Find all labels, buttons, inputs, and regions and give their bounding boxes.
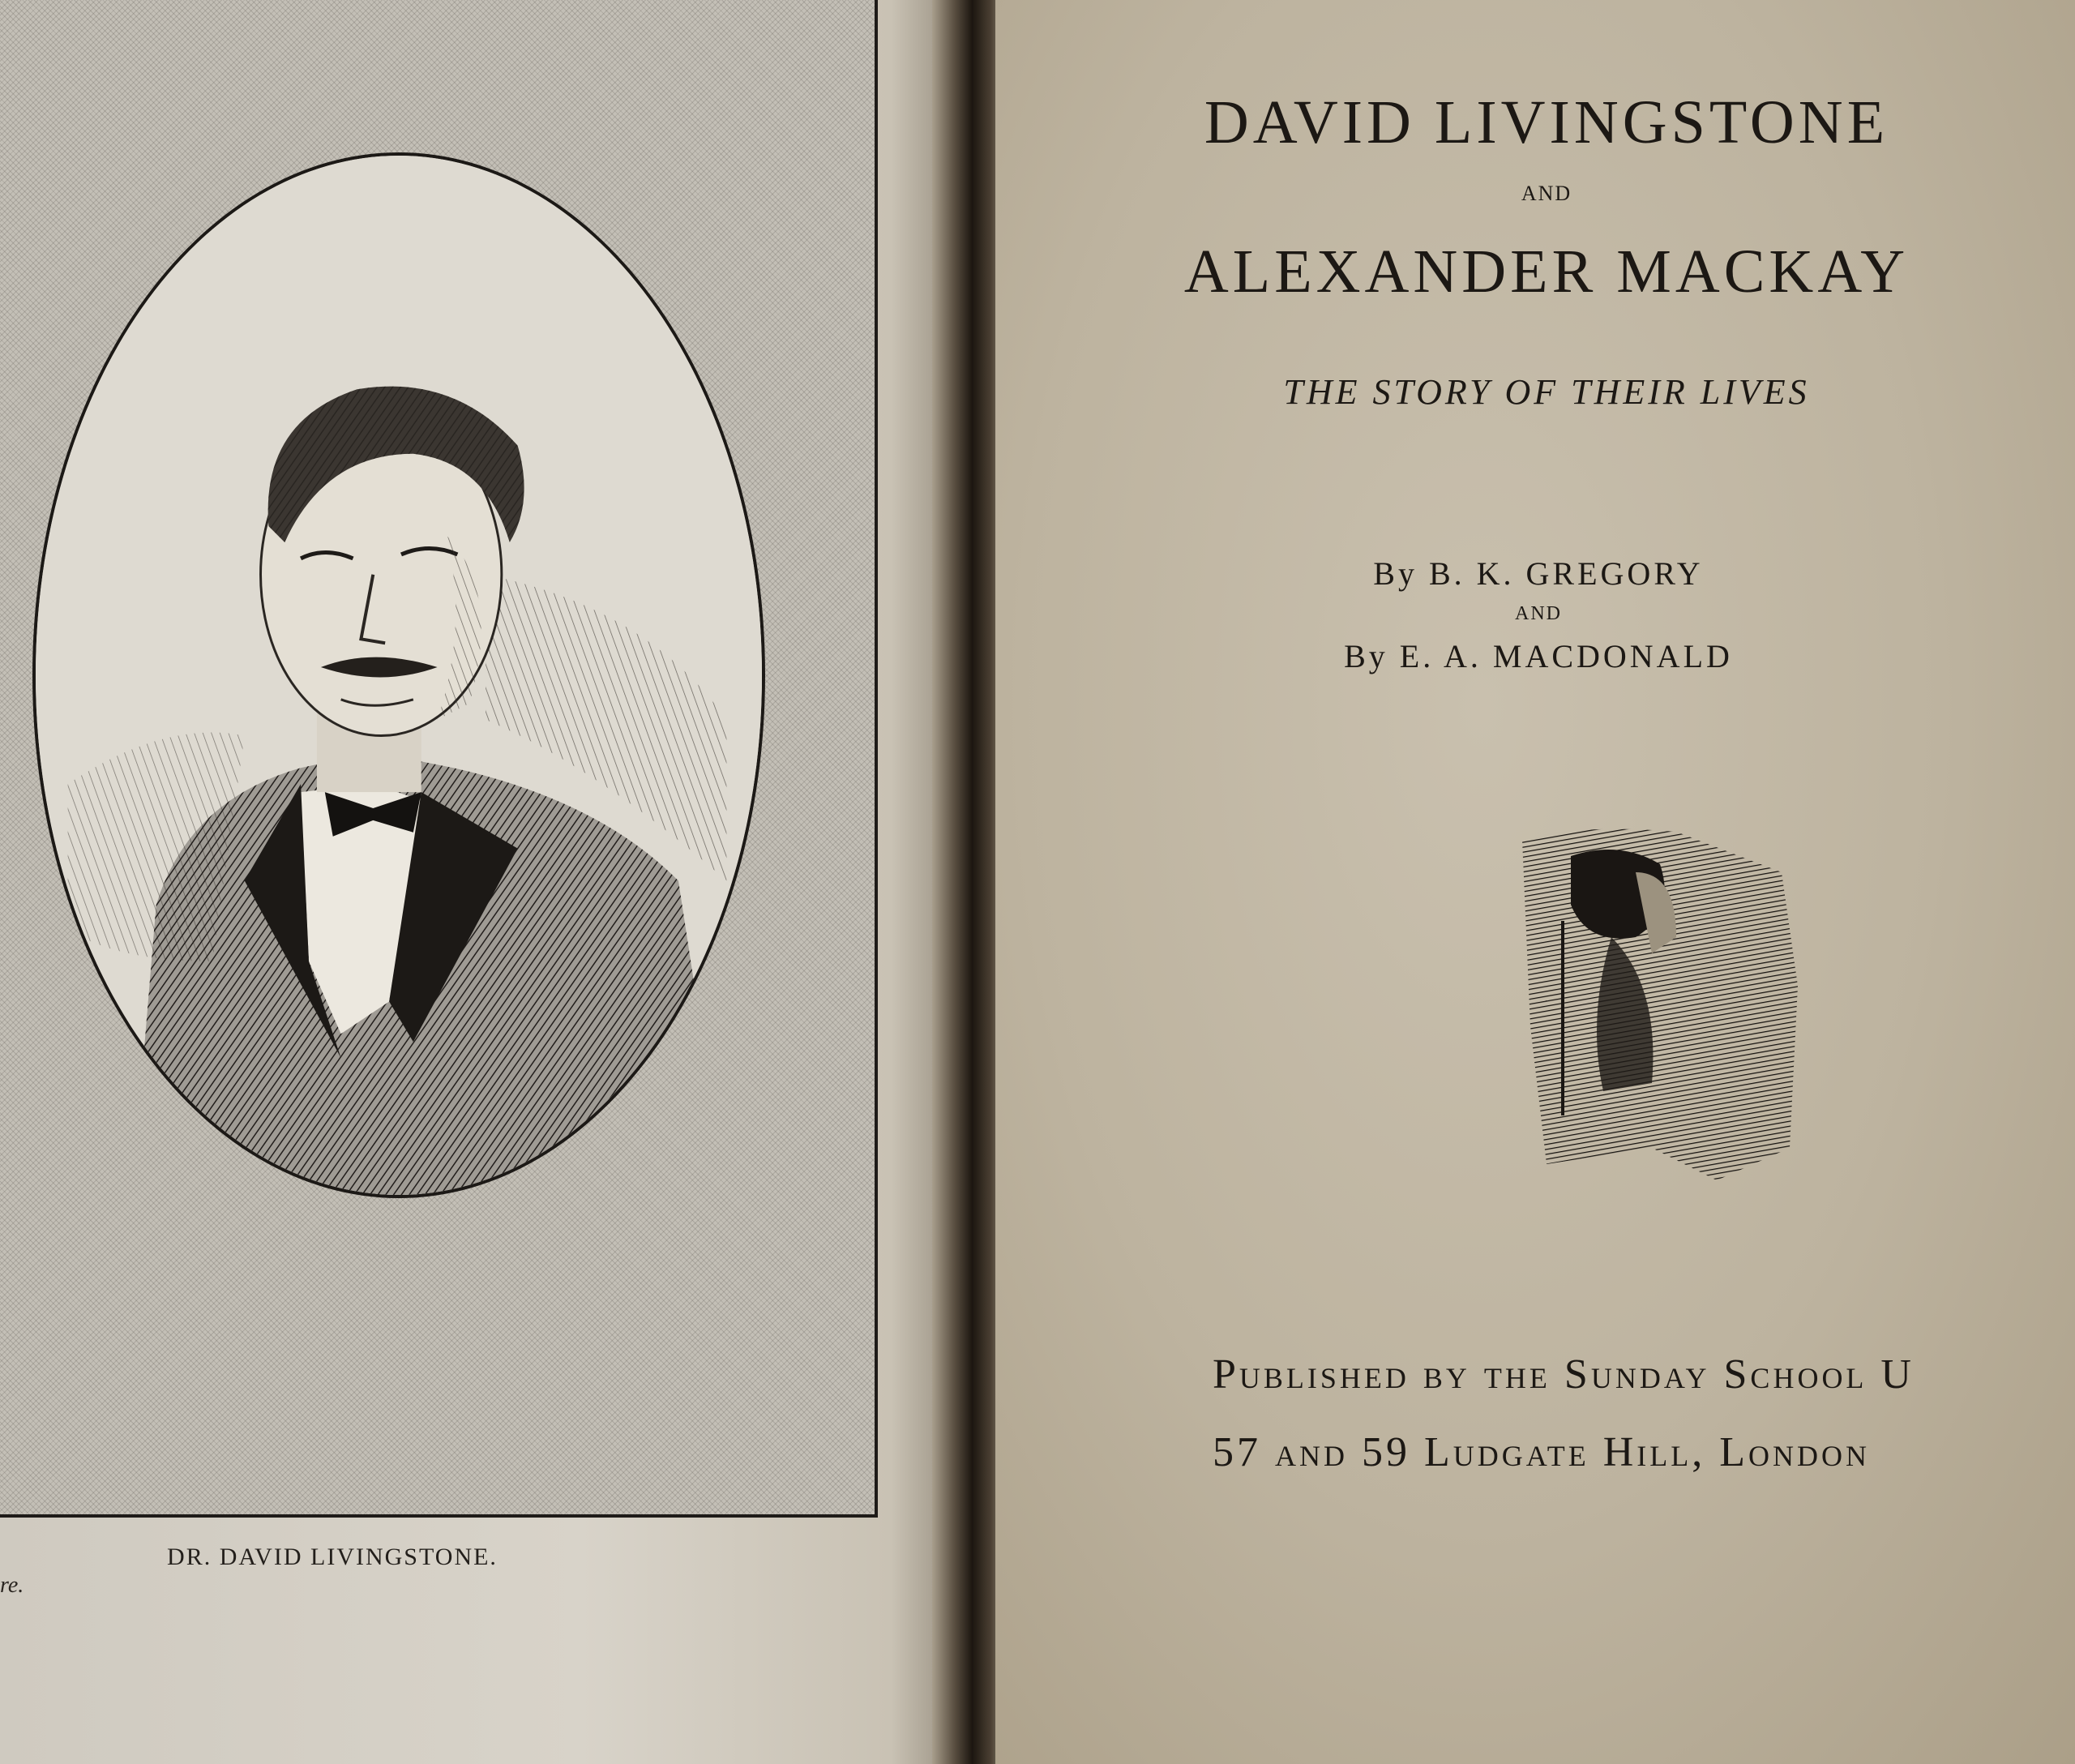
- portrait-illustration: [36, 156, 762, 1195]
- title-line-2: ALEXANDER MACKAY: [1183, 238, 1910, 306]
- left-page-frontispiece: [0, 0, 969, 1764]
- title-line-1: DAVID LIVINGSTONE: [1204, 88, 1889, 156]
- vignette-illustration: [1514, 824, 1806, 1187]
- caption-fragment: re.: [0, 1573, 24, 1598]
- title-conjunction: AND: [1521, 182, 1572, 205]
- right-page-title: [995, 0, 2075, 1764]
- engraving-plate: [0, 0, 878, 1518]
- publisher-line-2: 57 and 59 Ludgate Hill, London: [1213, 1429, 1871, 1475]
- author-conjunction: AND: [1515, 603, 1562, 624]
- subtitle: THE STORY OF THEIR LIVES: [1283, 372, 1810, 412]
- portrait-caption: DR. DAVID LIVINGSTONE.: [167, 1544, 498, 1570]
- portrait-engraving: [32, 152, 765, 1198]
- author-2: By E. A. MACDONALD: [1344, 638, 1733, 674]
- publisher-line-1: Published by the Sunday School U: [1213, 1351, 1915, 1398]
- author-1: By B. K. GREGORY: [1373, 555, 1704, 592]
